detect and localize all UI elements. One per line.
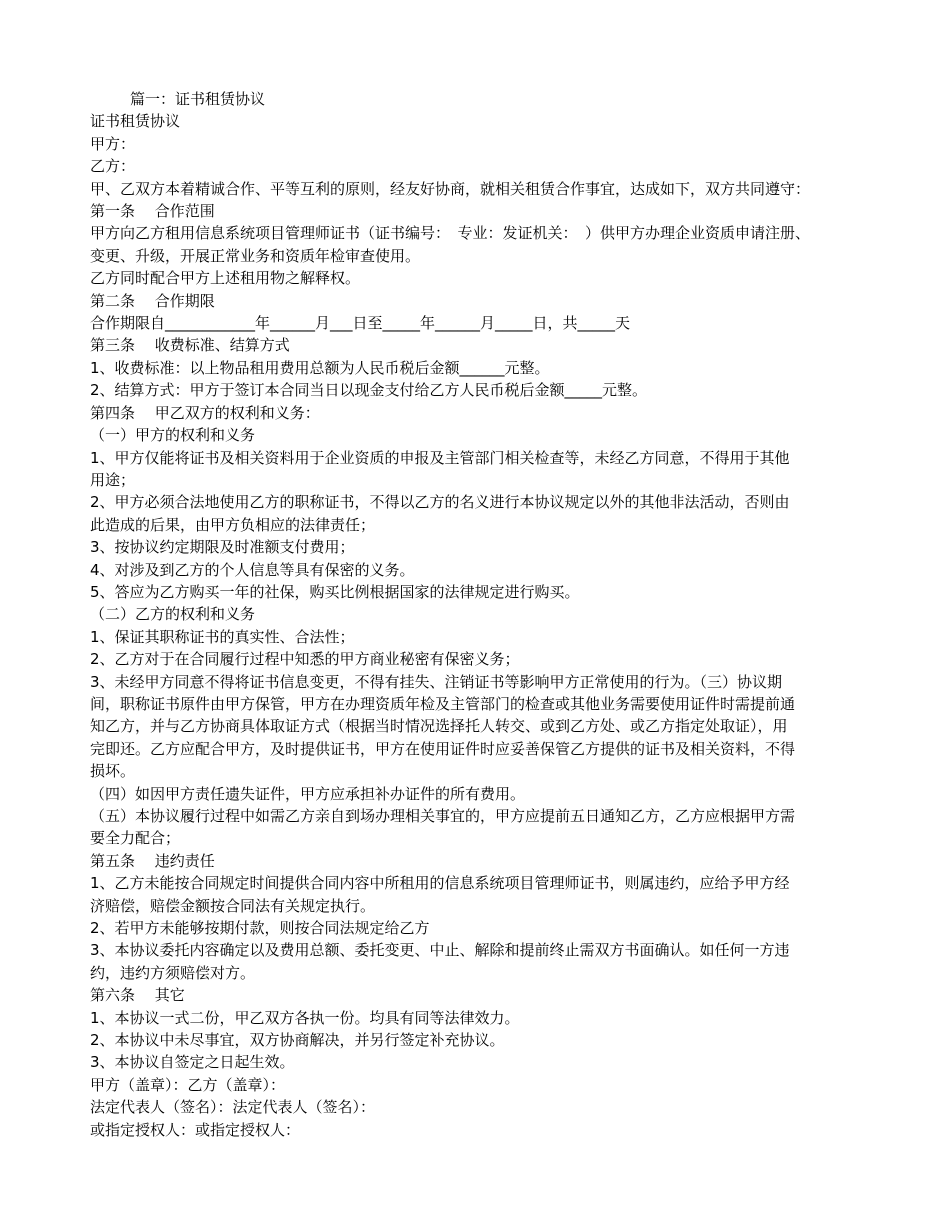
document-line: 1、收费标准：以上物品租用费用总额为人民币税后金额______元整。	[90, 358, 550, 377]
document-line: 间，职称证书原件由甲方保管，甲方在办理资质年检及主管部门的检查或其他业务需要使用证件时需提前通	[90, 694, 796, 713]
document-line: （四）如因甲方责任遗失证件，甲方应承担补办证件的所有费用。	[90, 784, 526, 803]
document-line: 第三条 收费标准、结算方式	[90, 336, 290, 355]
document-line: 法定代表人（签名）：法定代表人（签名）：	[90, 1098, 376, 1117]
document-line: 2、本协议中未尽事宜，双方协商解决，并另行签定补充协议。	[90, 1031, 505, 1050]
document-line: 甲方向乙方租用信息系统项目管理师证书（证书编号： 专业：发证机关： ）供甲方办理企业资质申请注册、	[90, 224, 811, 243]
document-line: 变更、升级，开展正常业务和资质年检审查使用。	[90, 246, 421, 265]
document-line: 3、本协议委托内容确定以及费用总额、委托变更、中止、解除和提前终止需双方书面确认。如任何一方违	[90, 941, 790, 960]
document-line: 甲方（盖章）：乙方（盖章）：	[90, 1075, 286, 1094]
document-line: 第六条 其它	[90, 986, 185, 1005]
document-line: 此造成的后果，由甲方负相应的法律责任；	[90, 515, 376, 534]
document-body	[90, 88, 870, 1141]
document-line: 损坏。	[90, 762, 136, 781]
document-title: 证书租赁协议	[90, 112, 181, 131]
document-line: 第五条 违约责任	[90, 851, 215, 870]
document-line: 1、甲方仅能将证书及相关资料用于企业资质的申报及主管部门相关检查等，未经乙方同意，不得用于其他	[90, 448, 790, 467]
document-line: （二）乙方的权利和义务	[90, 605, 256, 624]
document-line: 1、乙方未能按合同规定时间提供合同内容中所租用的信息系统项目管理师证书，则属违约，应给予甲方经	[90, 874, 790, 893]
document-line: 2、甲方必须合法地使用乙方的职称证书，不得以乙方的名义进行本协议规定以外的其他非法活动，否则由	[90, 493, 790, 512]
document-line: 约，违约方须赔偿对方。	[90, 963, 256, 982]
document-line: 2、结算方式：甲方于签订本合同当日以现金支付给乙方人民币税后金额_____元整。	[90, 381, 648, 400]
document-line: 要全力配合；	[90, 829, 181, 848]
document-line: （一）甲方的权利和义务	[90, 426, 256, 445]
document-line: 2、乙方对于在合同履行过程中知悉的甲方商业秘密有保密义务；	[90, 650, 520, 669]
document-line: 2、若甲方未能够按期付款，则按合同法规定给乙方	[90, 919, 430, 938]
document-line: 甲方：	[90, 134, 136, 153]
document-line: 第一条 合作范围	[90, 202, 215, 221]
document-line: 合作期限自____________年______月___日至_____年______月_____日，共_____天	[90, 314, 631, 333]
document-line: 4、对涉及到乙方的个人信息等具有保密的义务。	[90, 560, 415, 579]
document-line: 3、本协议自签定之日起生效。	[90, 1053, 295, 1072]
document-line: 1、保证其职称证书的真实性、合法性；	[90, 627, 355, 646]
document-line: 3、按协议约定期限及时准额支付费用；	[90, 538, 355, 557]
document-line: （五）本协议履行过程中如需乙方亲自到场办理相关事宜的，甲方应提前五日通知乙方，乙方应根据甲方需	[90, 807, 796, 825]
document-line: 济赔偿，赔偿金额按合同法有关规定执行。	[90, 896, 376, 915]
document-line: 知乙方，并与乙方协商具体取证方式（根据当时情况选择托人转交、或到乙方处、或乙方指定处取证），用	[90, 717, 788, 736]
document-line: 用途；	[90, 470, 136, 489]
document-line: 甲、乙双方本着精诚合作、平等互利的原则，经友好协商，就相关租赁合作事宜，达成如下，双方共同遵守：	[90, 179, 811, 198]
document-heading: 篇一：证书租赁协议	[130, 90, 266, 108]
document-line: 乙方：	[90, 157, 136, 176]
document-line: 或指定授权人：或指定授权人：	[90, 1120, 301, 1139]
document-line: 第二条 合作期限	[90, 291, 215, 310]
document-line: 完即还。乙方应配合甲方，及时提供证书，甲方在使用证件时应妥善保管乙方提供的证书及相关资料，不得	[90, 739, 796, 758]
document-line: 5、答应为乙方购买一年的社保，购买比例根据国家的法律规定进行购买。	[90, 582, 580, 601]
document-line: 第四条 甲乙双方的权利和义务：	[90, 403, 320, 422]
document-line: 3、未经甲方同意不得将证书信息变更，不得有挂失、注销证书等影响甲方正常使用的行为。（三）协议期	[90, 672, 783, 691]
document-line: 乙方同时配合甲方上述租用物之解释权。	[90, 269, 361, 288]
document-line: 1、本协议一式二份，甲乙双方各执一份。均具有同等法律效力。	[90, 1008, 520, 1027]
